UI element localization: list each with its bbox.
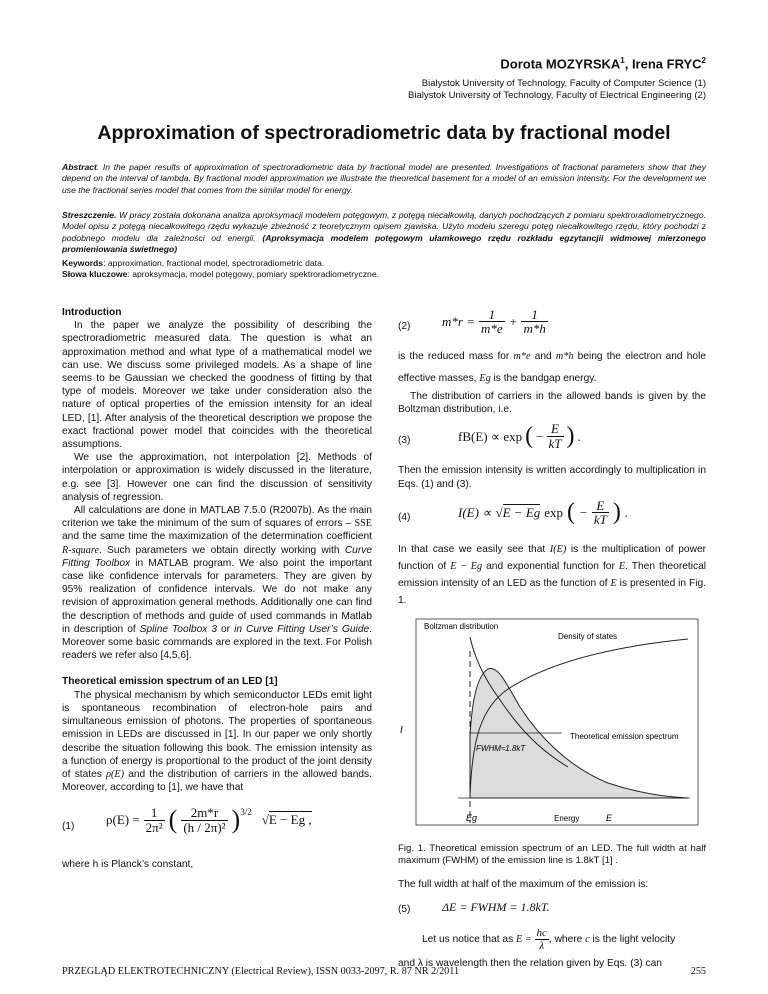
let-us-notice: Let us notice that as E = $\frac{hc}{\lambda}$ , where c is the light velocity [422,926,676,952]
authors: Dorota MOZYRSKA$^1$, Irena FRYC$^2$ [500,56,706,72]
after-eq2: is the reduced mass for m*e and m*h being the electron and hole effective masses, Eg is the bandgap energy. [398,351,706,384]
intro-paragraph-2: We use the approximation, not interpolation [2]. Methods of interpolation or approximation is widely discussed in the literature, e.g. see [3]. However one can find the discussion of sensitivity analysis of regression. [62,452,372,503]
label-density: Density of states [558,631,618,641]
equation-2: (2) m*r = $\frac{1}{m*e}$ + $\frac{1}{m*h}$ [398,307,546,337]
left-column [62,306,372,872]
label-eg: Eg [466,812,478,823]
equation-3: (3) fB(E) ∝ exp ( − $\frac{E}{kT}$ ) . [398,421,581,451]
label-intensity: I [400,724,403,736]
fwhm-paragraph: The full width at half of the maximum of the emission is: [398,878,649,890]
keywords: Keywords: approximation, fractional model, spectroradiometric data. Słowa kluczowe: aproksymacja, model potęgowy, pomiary spektroradiometryczne. [62,258,379,280]
after-eq1: where h is Planck’s constant, [62,859,194,871]
page-number: 255 [690,966,706,977]
then-paragraph: Then the emission intensity is written accordingly to multiplication in Eqs. (1) and (3). [398,465,706,490]
label-theoretical: Theoretical emission spectrum [570,731,679,741]
intro-paragraph-3: All calculations are done in MATLAB 7.5.0 (R2007b). As the main criterion we take the minimum of the sum of squares of errors – SSE and the same time the maximization of the determination coefficient R-square. Such parameters we obtain directly working with Curve Fitting Toolbox in MATLAB program. We also point the important case like confidence intervals for parameters. They are given by 95% realization of confidence intervals. We do not make any revision of approximation general methods. Additionally one can find the description of methods and guide of used commands in Matlab in description of Spline Toolbox 3 or in Curve Fitting User’s Guide. Moreover some basic commands are explored in the text. For Polish readers we refer also [4,5,6]. [62,505,372,662]
right-column [398,306,706,970]
emission-spectrum-figure [398,617,706,829]
equation-1: (1) ρ(E) = $\frac{1}{\text{2π²}}$ ( $\frac{2m*r}{\text{(h / 2π)²}}$ ) $^{3/2}$ √E − Eg , [62,805,312,835]
section2-paragraph: The physical mechanism by which semiconductor LEDs emit light is spontaneous recombination of electron-hole pairs and simultaneous emission of photons. The properties of spontaneous emission in LEDs are discussed in [1]. In our paper we only shortly describe the situation following this book. The emission intensity as a function of energy is proportional to the product of the joint density of states ρ(E) and the distribution of carriers in the allowed bands. Moreover, according to [1], we have that [62,689,372,794]
figure-caption: Fig. 1. Theoretical emission spectrum of an LED. The full width at half maximum (FWHM) of the emission line is 1.8kT [1] . [398,842,706,867]
label-e: E [606,812,613,823]
abstract: Abstract. In the paper results of approximation of spectroradiometric data by fractional model are presented. Investigations of fractional parameters show that they depend on the interval of lambda. By fractional model approximation we illustrate the theoretical basement for a model of an emission intensity. For the development we use the fractional series model that comes from the similar model for energy. [62,162,706,195]
label-boltzman: Boltzman distribution [424,621,499,631]
affiliation-2: Bialystok University of Technology, Faculty of Electrical Engineering (2) [408,90,706,101]
last-line: and λ is wavelength then the relation given by Eqs. (3) can [398,957,662,969]
equation-5: (5) ΔE = FWHM = 1.8kT. [398,899,550,915]
label-fwhm: FWHM≈1.8kT [476,743,526,753]
in-that-case-paragraph: In that case we easily see that I(E) is the multiplication of power function of E − Eg and exponential function for E. Then theoretical emission intensity of an LED as the function of E is presented in Fig. 1. [398,543,707,606]
journal-footer: PRZEGLĄD ELEKTROTECHNICZNY (Electrical Review), ISSN 0033-2097, R. 87 NR 2/2011 [62,966,460,977]
intro-paragraph-1: In the paper we analyze the possibility of describing the spectroradiometric measured data. The question is what an approximation method and what type of a mathematical model we can use. We discuss some privileged models. As a shape of line seems to be Gaussian we checked the goodness of fitting by that type of models. Moreover we take under consideration also the nature of optical properties of the emission intensity for an ideal LED, [1]. After analysis of the theoretical description we propose the exact fractional power model that coincides with the theoretical assumptions. [62,320,372,451]
paper-title: Approximation of spectroradiometric data by fractional model [97,122,671,144]
label-energy: Energy [554,813,580,823]
boltzman-paragraph: The distribution of carriers in the allowed bands is given by the Boltzman distribution, i.e. [398,391,706,416]
affiliations [408,78,706,102]
affiliation-1: Bialystok University of Technology, Faculty of Computer Science (1) [421,78,706,89]
streszczenie: Streszczenie. W pracy została dokonana analiza aproksymacji modelem potęgowym, z potęgą niecałkowitą, danych pochodzących z pomiaru spektroradiometrycznego. Model opisu z potęgą niecałkowitego rzędu wykazuje zbieżność z teoretycznym opisem zjawiska. Użyto modelu szeregu potęg niecałkowitego rzędu, który pochodzi z podobnego modelu dla zależności od energii. (Aproksymacja modelem potęgowym ułamkowego rzędu rozkładu egzytancjii widmowej mierzonego promieniowania świetlnego) [62,210,706,255]
equation-4: (4) I(E) ∝ √E − Eg exp ( − $\frac{E}{kT}$ ) . [398,497,629,528]
section2-heading: Theoretical emission spectrum of an LED [1] [62,676,278,688]
intro-heading: Introduction [62,307,122,318]
